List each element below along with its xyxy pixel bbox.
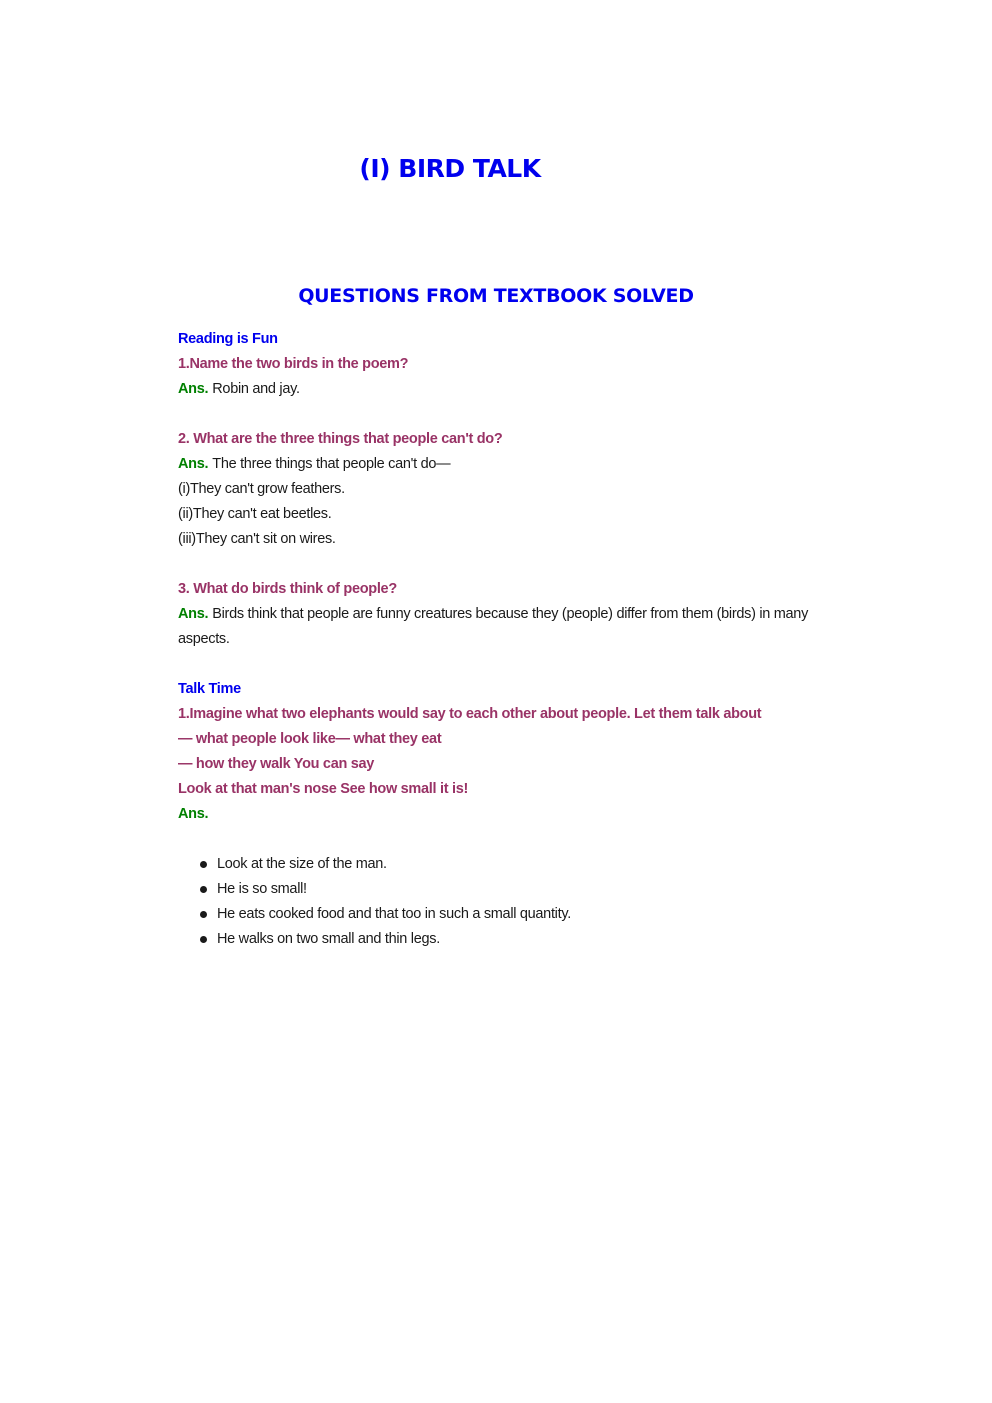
bullet-dot-icon xyxy=(200,911,207,918)
answer-2-line-3: (iii)They can't sit on wires. xyxy=(178,531,336,547)
bullet-text: He eats cooked food and that too in such a small quantity. xyxy=(217,906,571,922)
bullet-item xyxy=(200,902,838,927)
spacer xyxy=(178,652,838,677)
answer-2 xyxy=(178,452,838,477)
document-subtitle: QUESTIONS FROM TEXTBOOK SOLVED xyxy=(298,285,694,307)
document-title: (I) BIRD TALK xyxy=(359,154,541,183)
section-heading-reading-is-fun: Reading is Fun xyxy=(178,331,278,347)
talk-question-line-1: 1.Imagine what two elephants would say to each other about people. Let them talk about xyxy=(178,706,762,722)
spacer xyxy=(178,402,838,427)
bullet-text: Look at the size of the man. xyxy=(217,856,387,872)
question-2: 2. What are the three things that people can't do? xyxy=(178,431,503,447)
answer-label: Ans. xyxy=(178,456,209,472)
question-1: 1.Name the two birds in the poem? xyxy=(178,356,409,372)
spacer xyxy=(178,552,838,577)
talk-answer-label: Ans. xyxy=(178,806,209,822)
bullet-item xyxy=(200,852,838,877)
question-3: 3. What do birds think of people? xyxy=(178,581,397,597)
answer-label: Ans. xyxy=(178,381,209,397)
answer-2-line-1: (i)They can't grow feathers. xyxy=(178,481,345,497)
bullet-dot-icon xyxy=(200,886,207,893)
answer-3 xyxy=(178,602,818,652)
talk-question-line-2: — what people look like— what they eat xyxy=(178,731,442,747)
bullet-dot-icon xyxy=(200,861,207,868)
bullet-text: He walks on two small and thin legs. xyxy=(217,931,440,947)
talk-question-line-4: Look at that man's nose See how small it is! xyxy=(178,781,468,797)
answer-label: Ans. xyxy=(178,606,209,622)
document-body xyxy=(178,327,838,952)
talk-question-line-3: — how they walk You can say xyxy=(178,756,375,772)
answer-text: Birds think that people are funny creatures because they (people) differ from them (birds) in many aspects. xyxy=(178,606,809,647)
answer-text: The three things that people can't do— xyxy=(212,456,451,472)
bullet-item xyxy=(200,877,838,902)
section-heading-talk-time: Talk Time xyxy=(178,681,241,697)
bullet-text: He is so small! xyxy=(217,881,307,897)
answer-1 xyxy=(178,377,838,402)
bullet-dot-icon xyxy=(200,936,207,943)
bullet-item xyxy=(200,927,838,952)
answer-2-line-2: (ii)They can't eat beetles. xyxy=(178,506,332,522)
answer-bullet-list xyxy=(178,852,838,952)
answer-text: Robin and jay. xyxy=(212,381,300,397)
